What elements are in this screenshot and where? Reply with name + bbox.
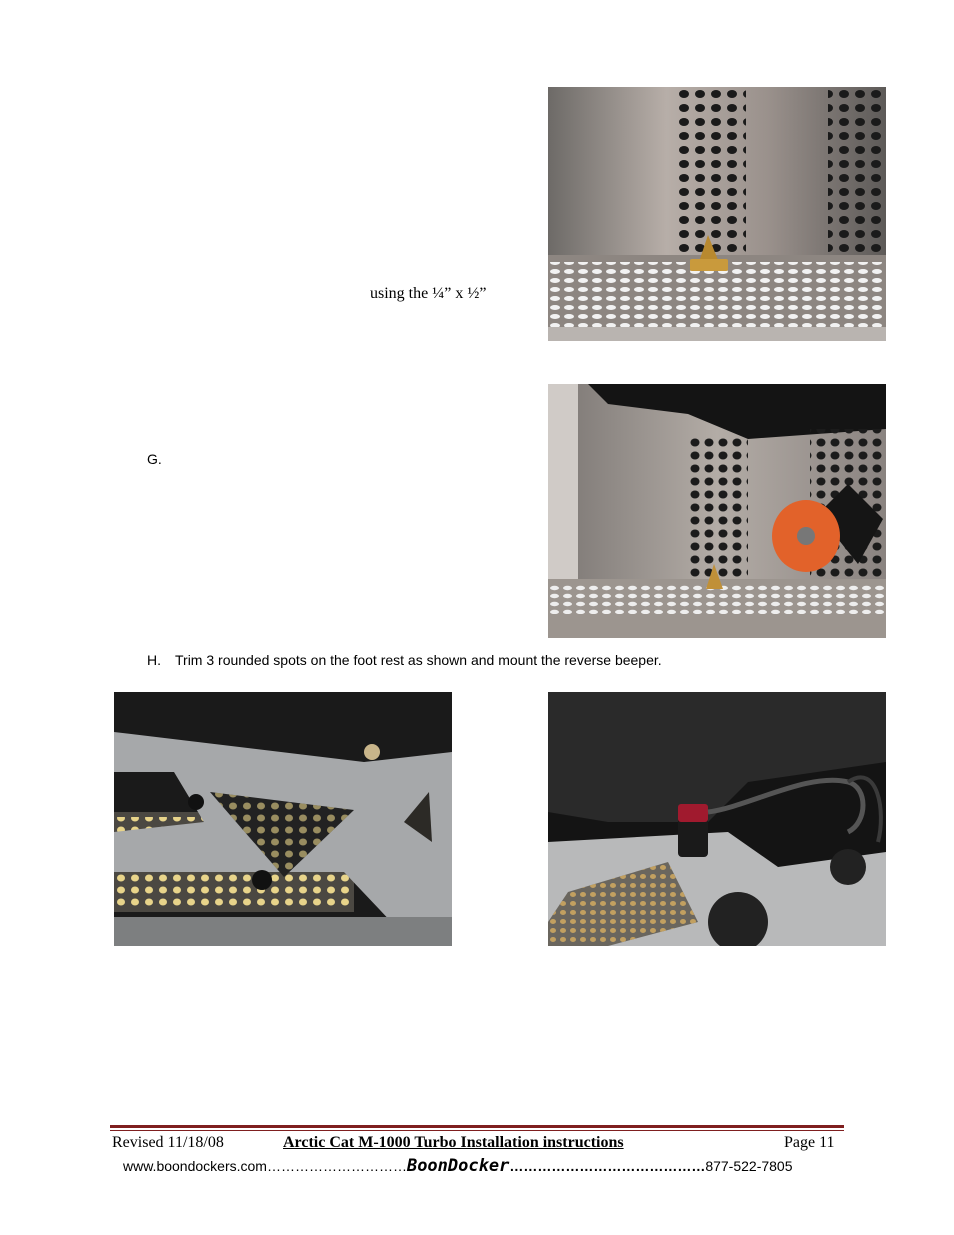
- footer-website: www.boondockers.com: [123, 1158, 267, 1174]
- footer-document-title: Arctic Cat M-1000 Turbo Installation instructions: [283, 1134, 624, 1151]
- photo-clip-installed: [548, 87, 886, 341]
- footer-rule-thick: [110, 1125, 844, 1128]
- footer-revised-date: Revised 11/18/08: [112, 1134, 224, 1151]
- footer-page-number: Page 11: [784, 1134, 835, 1151]
- footer-phone: 877-522-7805: [705, 1158, 793, 1174]
- step-f-text-fragment: using the ¼” x ½”: [370, 285, 487, 302]
- step-h-marker: H.: [147, 652, 161, 668]
- photo-foot-rest-trimmed: [114, 692, 452, 946]
- footer-rule-thin: [110, 1130, 844, 1131]
- step-g-marker: G.: [147, 451, 162, 467]
- step-h-text: Trim 3 rounded spots on the foot rest as shown and mount the reverse beeper.: [175, 652, 662, 668]
- footer-brand: BoonDocker: [406, 1156, 510, 1176]
- photo-reverse-beeper-mounted: [548, 692, 886, 946]
- footer-contact-line: [123, 1156, 793, 1176]
- photo-roller-mounted: [548, 384, 886, 638]
- footer-dots-right: ……………………………………: [509, 1158, 706, 1174]
- footer-dots-left: …………………………: [266, 1158, 407, 1174]
